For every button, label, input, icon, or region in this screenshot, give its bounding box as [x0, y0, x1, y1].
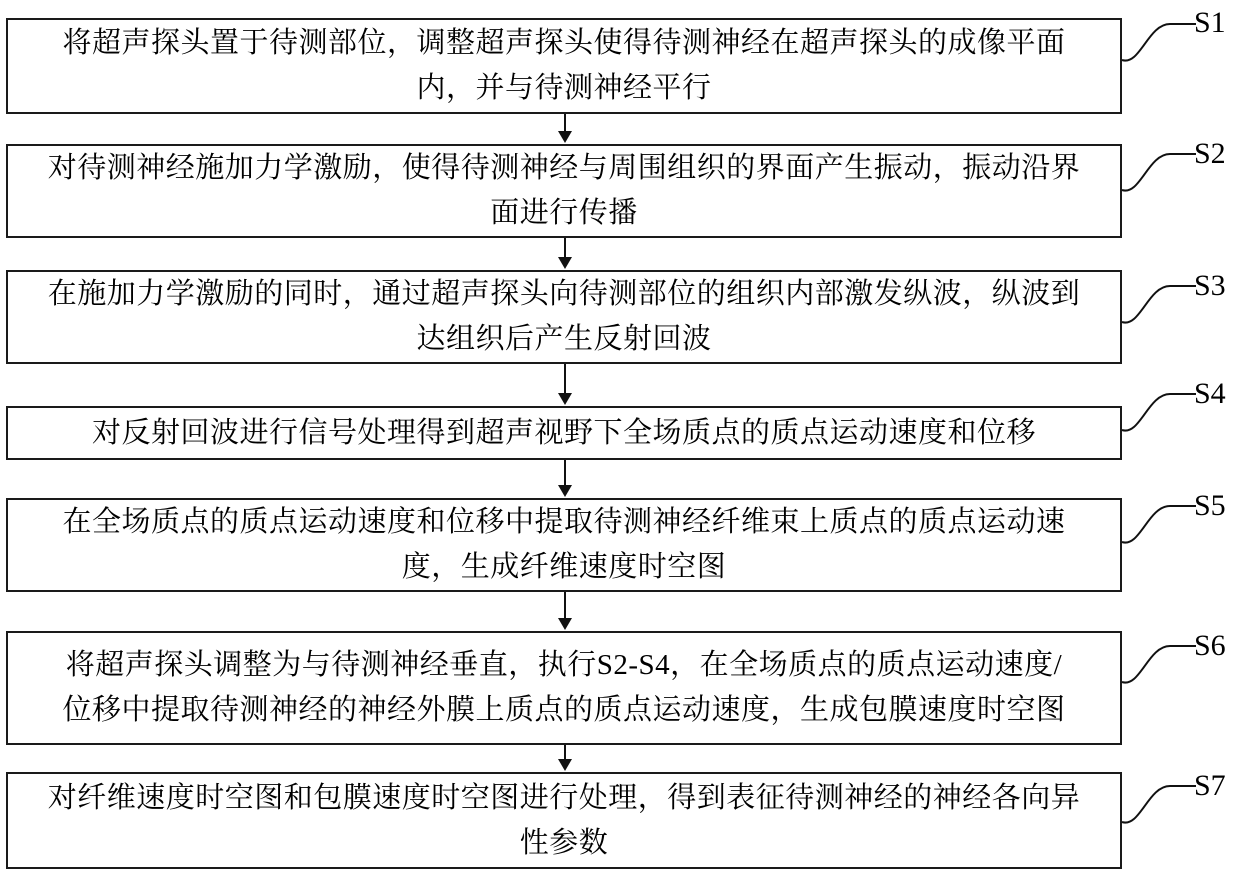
connector-line-s2 [1120, 146, 1198, 198]
connector-line-s7 [1120, 778, 1198, 830]
step-box-s6 [6, 631, 1122, 745]
step-text-s1: 将超声探头置于待测部位，调整超声探头使得待测神经在超声探头的成像平面 内，并与待测神经平行 [62, 27, 1066, 104]
connector-line-s1 [1120, 16, 1198, 68]
arrow-shaft [564, 460, 566, 485]
down-arrow-icon [558, 460, 572, 497]
arrow-shaft [564, 238, 566, 257]
connector-line-s6 [1120, 638, 1198, 690]
step-box-s3 [6, 270, 1122, 364]
arrow-head [558, 393, 572, 405]
step-box-s1 [6, 18, 1122, 114]
step-label-s1: S1 [1194, 6, 1226, 39]
step-box-s5 [6, 498, 1122, 592]
step-text-s7: 对纤维速度时空图和包膜速度时空图进行处理，得到表征待测神经的神经各向异 性参数 [47, 781, 1081, 859]
step-label-s7: S7 [1194, 769, 1226, 802]
step-label-s5: S5 [1194, 489, 1226, 522]
down-arrow-icon [558, 745, 572, 771]
arrow-shaft [564, 745, 566, 759]
step-box-s2 [6, 144, 1122, 238]
arrow-shaft [564, 592, 566, 618]
step-label-s2: S2 [1194, 137, 1226, 170]
step-label-s6: S6 [1194, 629, 1226, 662]
step-box-s7 [6, 772, 1122, 869]
arrow-shaft [564, 114, 566, 131]
step-text-s4: 对反射回波进行信号处理得到超声视野下全场质点的质点运动速度和位移 [91, 416, 1036, 449]
arrow-shaft [564, 364, 566, 393]
down-arrow-icon [558, 238, 572, 269]
step-text-s2: 对待测神经施加力学激励，使得待测神经与周围组织的界面产生振动，振动沿界 面进行传播 [47, 152, 1081, 229]
connector-line-s3 [1120, 278, 1198, 330]
connector-line-s4 [1120, 386, 1198, 438]
arrow-head [558, 485, 572, 497]
step-label-s4: S4 [1194, 377, 1226, 410]
connector-line-s5 [1120, 498, 1198, 550]
down-arrow-icon [558, 364, 572, 405]
step-text-s5: 在全场质点的质点运动速度和位移中提取待测神经纤维束上质点的质点运动速 度，生成纤维速度时空图 [62, 506, 1066, 583]
step-label-s3: S3 [1194, 269, 1226, 302]
step-text-s6: 将超声探头调整为与待测神经垂直，执行S2-S4，在全场质点的质点运动速度/ 位移中提取待测神经的神经外膜上质点的质点运动速度，生成包膜速度时空图 [62, 649, 1066, 726]
step-box-s4 [6, 406, 1122, 460]
step-text-s3: 在施加力学激励的同时，通过超声探头向待测部位的组织内部激发纵波，纵波到 达组织后产生反射回波 [47, 278, 1081, 355]
arrow-head [558, 257, 572, 269]
arrow-head [558, 618, 572, 630]
down-arrow-icon [558, 592, 572, 630]
arrow-head [558, 131, 572, 143]
down-arrow-icon [558, 114, 572, 143]
arrow-head [558, 759, 572, 771]
